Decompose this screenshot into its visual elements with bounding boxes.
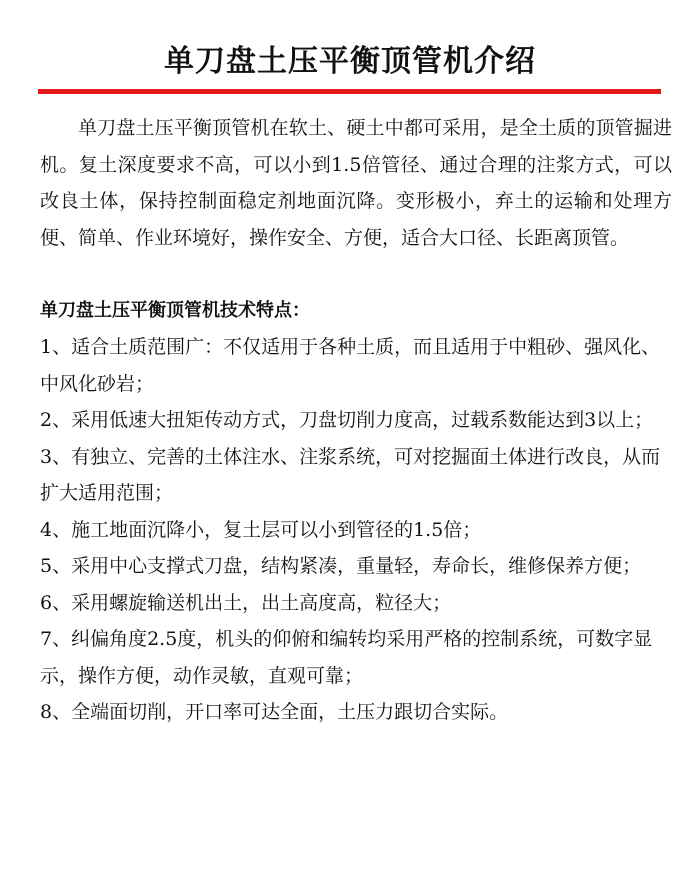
feature-item-5: 5、采用中心支撑式刀盘，结构紧凑，重量轻，寿命长，维修保养方便； <box>40 555 642 577</box>
feature-item-4: 4、施工地面沉降小，复土层可以小到管径的1.5倍； <box>40 518 482 541</box>
article-body <box>40 110 672 731</box>
feature-item-8: 8、全端面切削，开口率可达全面，土压力跟切合实际。 <box>40 701 509 723</box>
page-title: 单刀盘土压平衡顶管机介绍 <box>164 44 536 80</box>
feature-item-2: 2、采用低速大扭矩传动方式，刀盘切削力度高，过载系数能达到3以上； <box>40 409 654 431</box>
intro-paragraph: 单刀盘土压平衡顶管机在软土、硬土中都可采用，是全土质的顶管掘进机。复土深度要求不高，可以小到1.5倍管径、通过合理的注浆方式，可以改良土体，保持控制面稳定剂地面沉降。变形极小，弃土的运输和处理方便、简单、作业环境好，操作安全、方便，适合大口径、长距离顶管。 <box>40 117 672 249</box>
feature-item-3: 3、有独立、完善的土体注水、注浆系统，可对挖掘面土体进行改良，从而扩大适用范围； <box>40 445 661 504</box>
features-heading: 单刀盘土压平衡顶管机技术特点： <box>40 299 310 321</box>
section-spacer <box>40 256 672 293</box>
feature-item-1: 1、适合土质范围广：不仅适用于各种土质，而且适用于中粗砂、强风化、中风化砂岩； <box>40 336 661 395</box>
title-divider <box>38 89 661 94</box>
feature-item-6: 6、采用螺旋输送机出土，出土高度高，粒径大； <box>40 591 452 614</box>
feature-item-7: 7、纠偏角度2.5度，机头的仰俯和编转均采用严格的控制系统，可数字显示，操作方便，动作灵敏，直观可靠； <box>40 628 653 687</box>
